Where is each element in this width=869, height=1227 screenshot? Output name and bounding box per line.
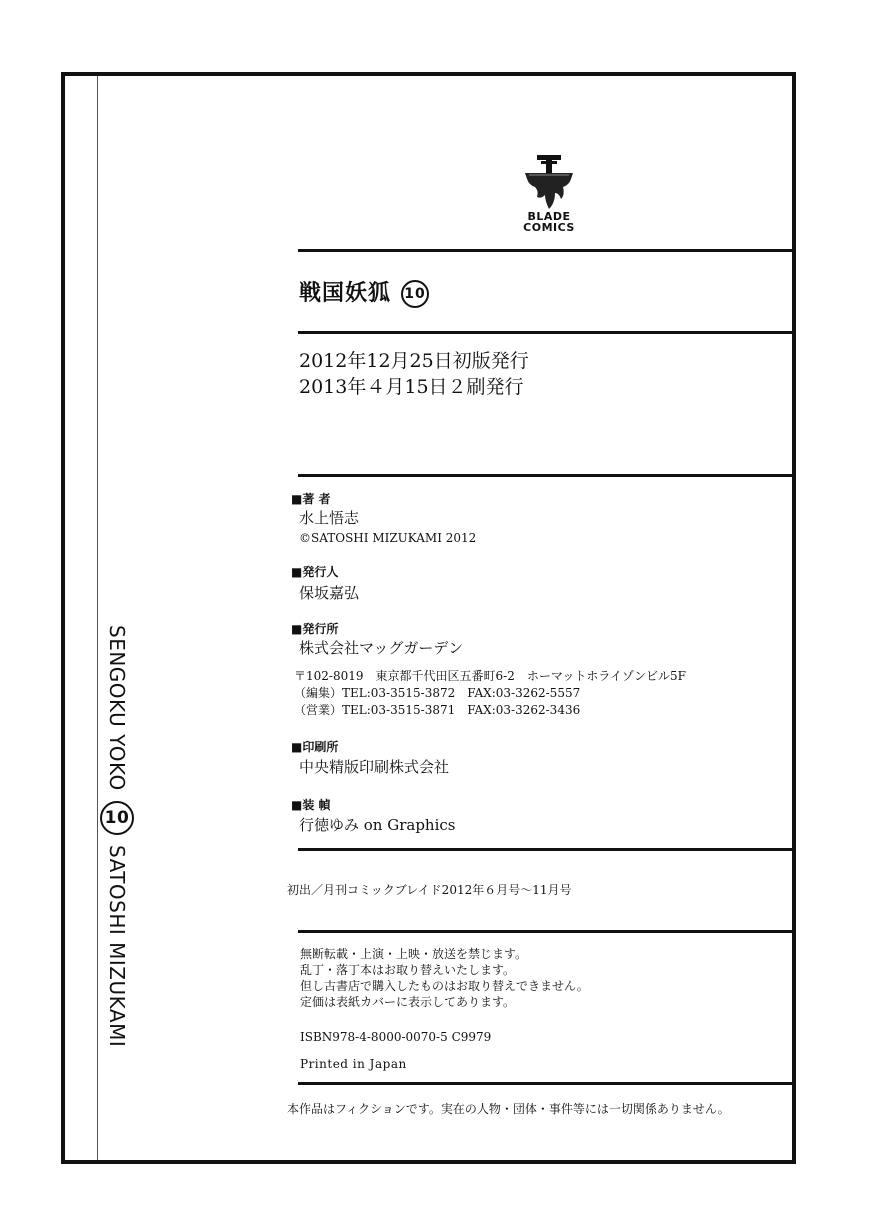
spine-volume-badge: 10 — [100, 801, 134, 835]
notice-line: 無断転載・上演・上映・放送を禁じます。 — [300, 947, 528, 961]
publisher-person-heading: ■発行人 — [291, 565, 339, 579]
publisher-person: 保坂嘉弘 — [299, 584, 360, 602]
spine — [105, 625, 129, 1047]
design-credit: 行徳ゆみ on Graphics — [299, 816, 456, 834]
first-publication-note: 初出／月刊コミックブレイド2012年６月号〜11月号 — [287, 883, 572, 897]
editorial-contact: （編集）TEL:03-3515-3872 FAX:03-3262-5557 — [294, 686, 581, 700]
publication-dates — [299, 348, 529, 400]
first-edition-date: 2012年12月25日初版発行 — [299, 350, 529, 372]
rule — [298, 1082, 796, 1085]
publisher-name: 株式会社マッグガーデン — [299, 639, 464, 657]
spine-title: SENGOKU YOKO — [105, 625, 129, 791]
spine-author: SATOSHI MIZUKAMI — [105, 844, 129, 1047]
notice-line: 但し古書店で購入したものはお取り替えできません。 — [300, 979, 589, 993]
copyright-line: ©SATOSHI MIZUKAMI 2012 — [299, 531, 477, 545]
volume-badge: 10 — [401, 280, 429, 308]
design-heading: ■装 幀 — [291, 798, 331, 812]
blade-comics-logo-icon — [519, 153, 579, 211]
sales-contact: （営業）TEL:03-3515-3871 FAX:03-3262-3436 — [294, 703, 581, 717]
notice-block — [300, 946, 589, 1010]
book-title — [299, 276, 429, 308]
logo-line-1: BLADE — [527, 210, 571, 223]
spine-divider — [97, 76, 98, 1160]
book-title-text: 戦国妖狐 — [299, 281, 392, 306]
notice-line: 乱丁・落丁本はお取り替えいたします。 — [300, 963, 516, 977]
isbn: ISBN978-4-8000-0070-5 C9979 — [300, 1030, 492, 1044]
notice-line: 定価は表紙カバーに表示してあります。 — [300, 995, 516, 1009]
rule — [298, 331, 796, 334]
printed-in: Printed in Japan — [300, 1057, 407, 1071]
rule — [298, 848, 796, 851]
printer-heading: ■印刷所 — [291, 740, 339, 754]
publisher-address: 〒102-8019 東京都千代田区五番町6-2 ホーマットホライゾンビル5F — [294, 669, 686, 683]
author-heading: ■著 者 — [291, 492, 331, 506]
logo-line-2: COMICS — [523, 221, 575, 234]
fiction-disclaimer: 本作品はフィクションです。実在の人物・団体・事件等には一切関係ありません。 — [287, 1102, 730, 1116]
second-printing-date: 2013年４月15日２刷発行 — [299, 376, 524, 398]
rule — [298, 249, 796, 252]
publisher-heading: ■発行所 — [291, 622, 339, 636]
rule — [298, 930, 796, 933]
printer-name: 中央精版印刷株式会社 — [299, 758, 450, 776]
publisher-logo — [508, 153, 590, 235]
rule — [298, 474, 796, 477]
author-name: 水上悟志 — [299, 509, 360, 527]
